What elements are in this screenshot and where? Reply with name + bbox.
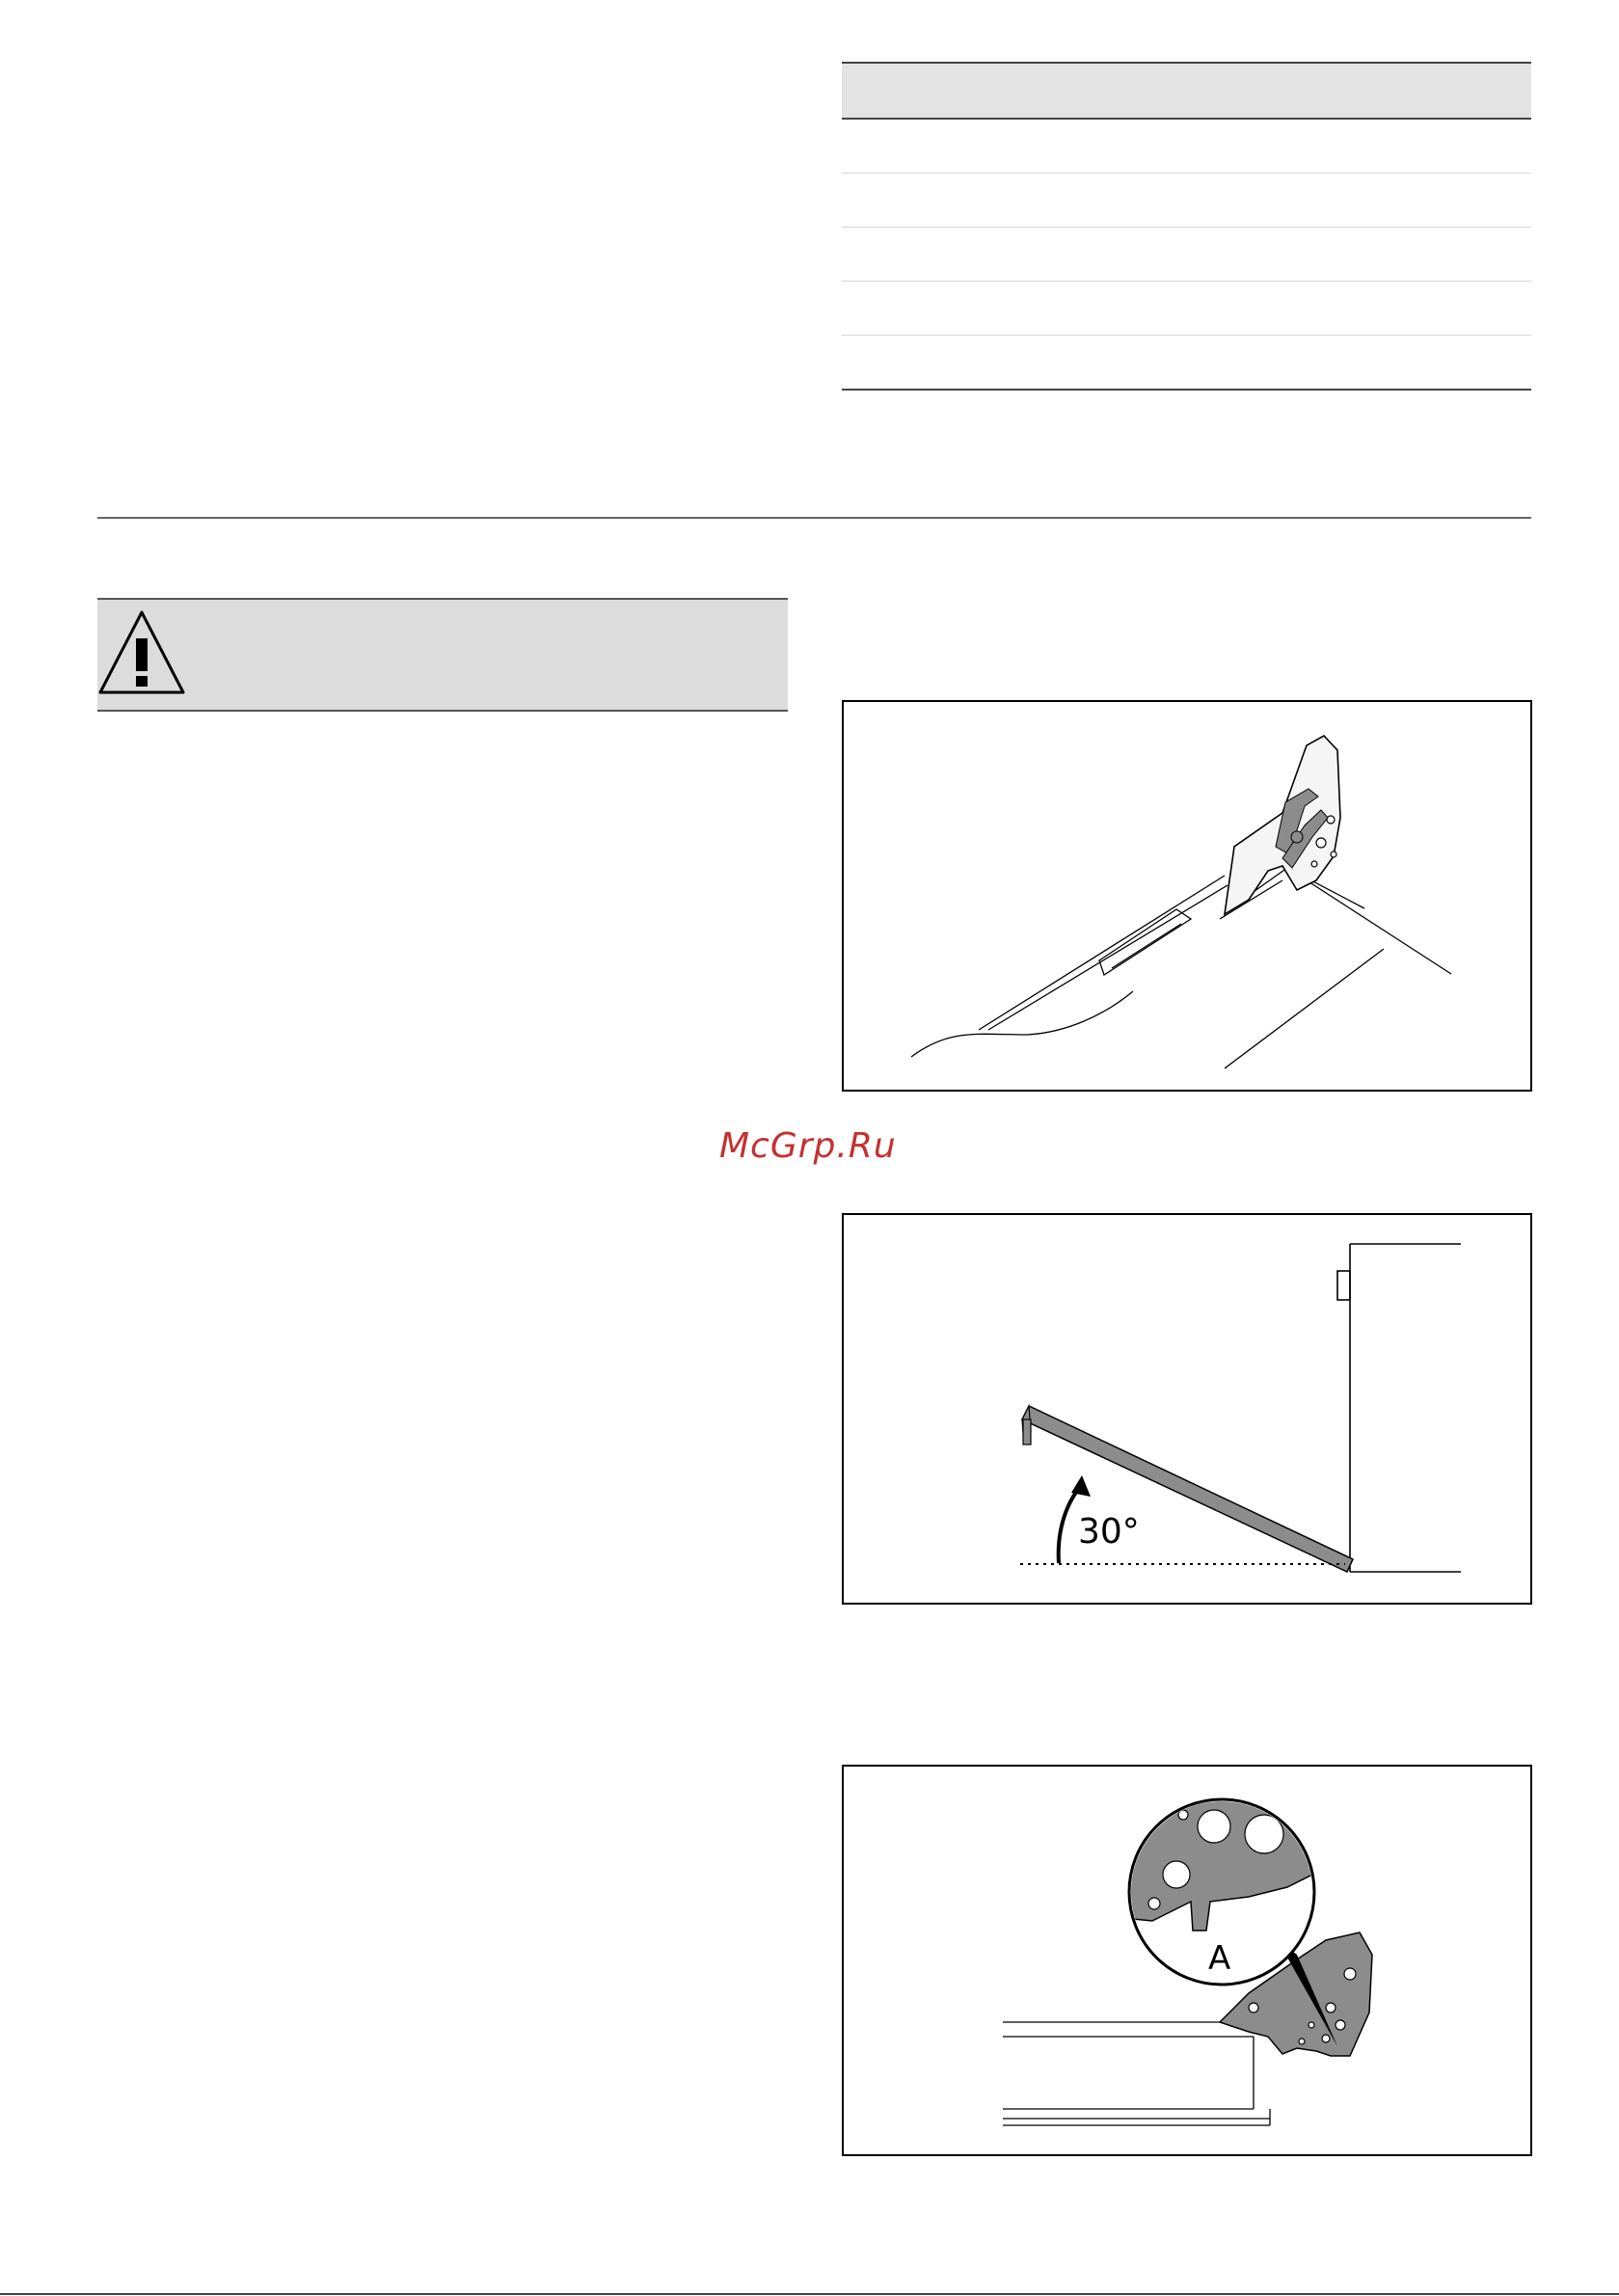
callout-label-a: A <box>1208 1939 1231 1978</box>
figure-door-angle <box>842 1213 1532 1605</box>
table-row <box>842 228 1531 282</box>
section-divider <box>97 517 1531 519</box>
figure-hinge-detail <box>842 1765 1532 2156</box>
page-bottom-rule <box>0 2293 1619 2295</box>
hinge-bracket-drawing <box>844 702 1530 1090</box>
table-row <box>842 120 1531 174</box>
angle-label: 30° <box>1078 1512 1140 1552</box>
table-row <box>842 336 1531 391</box>
watermark-text: McGrp.Ru <box>719 1126 897 1166</box>
table-header-row <box>842 62 1531 120</box>
spec-table <box>842 62 1531 391</box>
warning-triangle-icon <box>97 608 194 704</box>
table-row <box>842 174 1531 228</box>
hinge-detail-drawing <box>844 1767 1530 2154</box>
door-angle-drawing <box>844 1215 1530 1603</box>
table-row <box>842 282 1531 336</box>
figure-hinge-bracket <box>842 700 1532 1092</box>
warning-box <box>97 598 788 712</box>
